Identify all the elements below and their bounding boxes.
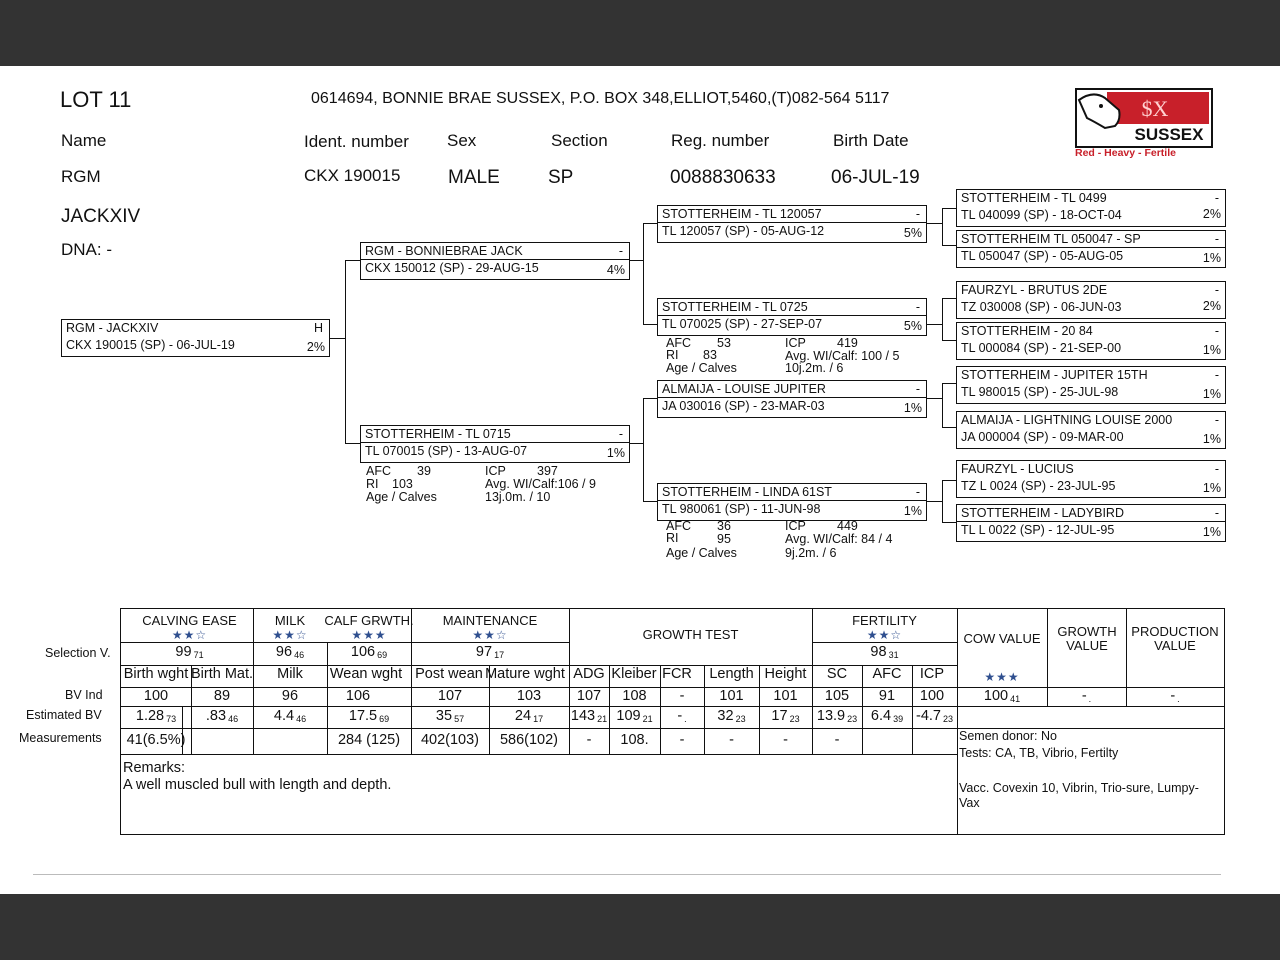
col-milk: Milk <box>277 666 303 682</box>
animal-birth: 06-JUL-19 <box>831 167 920 188</box>
connector <box>345 443 360 444</box>
meas-cell: 284 (125) <box>337 732 401 748</box>
animal-full-name: JACKXIV <box>61 206 141 227</box>
svg-text:$X: $X <box>1141 96 1169 121</box>
pedigree-sire-dam: STOTTERHEIM - TL 0725 - TL 070025 (SP) - 27-SEP-07 5% <box>657 298 927 336</box>
col-afc: AFC <box>872 666 902 682</box>
remarks-label: Remarks: <box>123 760 186 776</box>
est-bv-cell: 17.5 $_{69}$ <box>348 708 390 724</box>
est-bv-cell: 109 $_{21}$ <box>616 708 653 724</box>
pedigree-g3: STOTTERHEIM - LADYBIRD - TL L 0022 (SP) - 12-JUL-95 1% <box>956 504 1226 542</box>
pedigree-g3: FAURZYL - BRUTUS 2DE - TZ 030008 (SP) - 06-JUN-03 2% <box>956 281 1226 319</box>
bv-ind-cell: 89 <box>213 688 231 704</box>
row-label-selection: Selection V. <box>45 646 111 660</box>
col-wean-wght: Wean wght <box>329 666 403 682</box>
connector <box>629 443 643 444</box>
connector <box>629 260 643 261</box>
breeder-info: 0614694, BONNIE BRAE SUSSEX, P.O. BOX 348,ELLIOT,5460,(T)082-564 5117 <box>311 90 890 107</box>
col-adg: ADG <box>573 666 605 682</box>
connector <box>942 480 956 481</box>
pedigree-dam-dam: STOTTERHEIM - LINDA 61ST - TL 980061 (SP) - 11-JUN-98 1% <box>657 483 927 521</box>
est-bv-cell: 6.4 $_{39}$ <box>870 708 904 724</box>
col-kleiber: Kleiber <box>611 666 657 682</box>
group-growth-value: GROWTH VALUE <box>1057 624 1117 653</box>
bv-ind-cell: 101 <box>773 688 798 704</box>
meas-cell: - <box>679 732 685 748</box>
bv-ind-cell: 96 <box>281 688 299 704</box>
connector <box>643 398 657 399</box>
pedigree-g3: STOTTERHEIM - JUPITER 15TH - TL 980015 (SP) - 25-JUL-98 1% <box>956 366 1226 404</box>
selection-maint: 97 $_{17}$ <box>475 644 505 660</box>
production-value-cell: - $_.$ <box>1170 688 1180 704</box>
stars-icon: ★★☆ <box>866 628 903 642</box>
bottom-bar <box>0 894 1280 960</box>
group-production-value: PRODUCTION VALUE <box>1131 624 1219 653</box>
col-height: Height <box>764 666 807 682</box>
connector <box>942 383 956 384</box>
bv-ind-cell: 107 <box>437 688 463 704</box>
meas-cell: - <box>729 732 734 748</box>
connector <box>942 427 956 428</box>
pedigree-dam: STOTTERHEIM - TL 0715 - TL 070015 (SP) - 13-AUG-07 1% <box>360 425 630 463</box>
bv-ind-cell: 91 <box>878 688 896 704</box>
meas-cell: - <box>586 732 592 748</box>
pedigree-g3: STOTTERHEIM TL 050047 - SP - TL 050047 (SP) - 05-AUG-05 1% <box>956 230 1226 268</box>
est-bv-cell: .83 $_{46}$ <box>205 708 239 724</box>
top-bar <box>0 0 1280 66</box>
col-birth-wght: Birth wght <box>123 666 189 682</box>
connector <box>942 383 943 428</box>
meas-cell: 586(102) <box>499 732 559 748</box>
bv-ind-cell: 103 <box>516 688 542 704</box>
connector <box>925 398 942 399</box>
bv-ind-cell: 108 <box>622 688 647 704</box>
pedigree-g3: FAURZYL - LUCIUS - TZ L 0024 (SP) - 23-JUL-95 1% <box>956 460 1226 498</box>
pedigree-self: RGM - JACKXIV H CKX 190015 (SP) - 06-JUL-19 2% <box>61 319 330 357</box>
connector <box>643 223 657 224</box>
est-bv-cell: 32 $_{23}$ <box>717 708 746 724</box>
est-bv-cell: 143 $_{21}$ <box>570 708 608 724</box>
connector <box>942 298 956 299</box>
group-calving-ease: CALVING EASE <box>142 613 237 628</box>
col-mature-wght: Mature wght <box>485 666 565 682</box>
pedigree-sire-sire: STOTTERHEIM - TL 120057 - TL 120057 (SP) - 05-AUG-12 5% <box>657 205 927 243</box>
growth-value-cell: - $_.$ <box>1081 688 1092 704</box>
meas-cell: - <box>783 732 788 748</box>
cow-value-cell: 100 $_{41}$ <box>983 688 1021 704</box>
logo-tagline: Red - Heavy - Fertile <box>1075 147 1176 159</box>
animal-ident: CKX 190015 <box>304 166 401 185</box>
group-fertility: FERTILITY <box>852 613 917 628</box>
row-label-measurements: Measurements <box>19 731 102 745</box>
vaccinations: Vacc. Covexin 10, Vibrin, Trio-sure, Lumpy-Vax <box>959 781 1199 810</box>
animal-name: RGM <box>61 167 101 186</box>
col-fcr: FCR <box>662 666 692 682</box>
col-post-wean: Post wean <box>415 666 483 682</box>
est-bv-cell: - $_.$ <box>677 708 687 724</box>
est-bv-cell: 13.9 $_{23}$ <box>816 708 858 724</box>
bv-ind-cell: 101 <box>719 688 744 704</box>
connector <box>942 480 943 523</box>
label-ident: Ident. number <box>304 132 409 151</box>
divider <box>33 874 1221 875</box>
group-cow-value: COW VALUE <box>963 631 1041 646</box>
tests: Tests: CA, TB, Vibrio, Fertilty <box>959 746 1119 760</box>
pedigree-g3: ALMAIJA - LIGHTNING LOUISE 2000 - JA 000004 (SP) - 09-MAR-00 1% <box>956 411 1226 449</box>
animal-sex: MALE <box>448 167 500 188</box>
est-bv-cell: 35 $_{57}$ <box>435 708 465 724</box>
connector <box>925 324 942 325</box>
selection-fert: 98 $_{31}$ <box>870 644 899 660</box>
bv-ind-cell: 100 <box>919 688 945 704</box>
pedigree-g3: STOTTERHEIM - TL 0499 - TL 040099 (SP) - 18-OCT-04 2% <box>956 189 1226 227</box>
connector <box>942 245 956 246</box>
stars-icon: ★★☆ <box>171 628 208 642</box>
connector <box>643 223 644 325</box>
pedigree-dam-sire: ALMAIJA - LOUISE JUPITER - JA 030016 (SP) - 23-MAR-03 1% <box>657 380 927 418</box>
row-label-bv-ind: BV Ind <box>65 688 103 702</box>
connector <box>925 223 942 224</box>
bv-ind-cell: 105 <box>824 688 850 704</box>
connector <box>643 398 644 502</box>
bv-ind-cell: 107 <box>576 688 602 704</box>
stars-icon: ★★☆ <box>272 628 308 642</box>
group-milk: MILK <box>274 613 306 628</box>
sussex-logo <box>1075 88 1213 159</box>
connector <box>345 260 346 444</box>
connector <box>942 208 943 246</box>
est-bv-cell: 24 $_{17}$ <box>514 708 544 724</box>
est-bv-cell: 1.28 $_{73}$ <box>135 708 177 724</box>
bv-ind-cell: 106 <box>345 688 371 704</box>
connector <box>942 340 956 341</box>
col-length: Length <box>709 666 754 682</box>
semen-donor: Semen donor: No <box>959 729 1057 743</box>
label-birth: Birth Date <box>833 131 909 150</box>
connector <box>643 501 657 502</box>
dam-dam-stats: AFC 36 ICP 449 RI 95 Avg. WI/Calf: 84 / 4 Age / Calves 9j.2m. / 6 <box>666 519 893 560</box>
meas-cell: - <box>834 732 840 748</box>
values-table <box>120 608 1225 835</box>
col-birth-mat: Birth Mat. <box>191 666 254 682</box>
dam-stats: AFC 39 ICP 397 RI 103 Avg. WI/Calf:106 / 9 Age / Calves 13j.0m. / 10 <box>366 464 596 504</box>
label-reg: Reg. number <box>671 131 770 150</box>
meas-cell: 41(6.5%) <box>126 732 186 748</box>
pedigree-g3: STOTTERHEIM - 20 84 - TL 000084 (SP) - 21-SEP-00 1% <box>956 322 1226 360</box>
lot-number: LOT 11 <box>60 87 132 112</box>
est-bv-cell: -4.7 $_{23}$ <box>915 708 953 724</box>
col-icp: ICP <box>919 666 945 682</box>
group-calf-growth: CALF GRWTH. <box>324 613 414 628</box>
label-sex: Sex <box>447 131 477 150</box>
svg-text:SUSSEX: SUSSEX <box>1134 125 1204 144</box>
connector <box>329 338 345 339</box>
animal-reg: 0088830633 <box>670 167 776 188</box>
connector <box>942 298 943 341</box>
stars-icon: ★★★ <box>984 670 1020 684</box>
est-bv-cell: 17 $_{23}$ <box>771 708 800 724</box>
group-maintenance: MAINTENANCE <box>442 613 538 628</box>
est-bv-cell: 4.4 $_{46}$ <box>273 708 307 724</box>
stars-icon: ★★☆ <box>472 628 508 642</box>
connector <box>643 324 657 325</box>
sire-dam-stats: AFC 53 ICP 419 RI 83 Avg. WI/Calf: 100 / 5 Age / Calves 10j.2m. / 6 <box>666 336 900 375</box>
connector <box>942 522 956 523</box>
label-section: Section <box>551 131 608 150</box>
selection-milk: 96 $_{46}$ <box>275 644 305 660</box>
selection-calving: 99 $_{71}$ <box>175 644 204 660</box>
bv-ind-cell: 100 <box>143 688 169 704</box>
group-growth-test: GROWTH TEST <box>642 627 739 642</box>
remarks-text: A well muscled bull with length and depth. <box>123 777 392 793</box>
dna-status: DNA: - <box>61 240 112 259</box>
row-label-estimated-bv: Estimated BV <box>26 708 102 722</box>
bv-ind-cell: - <box>679 688 685 704</box>
connector <box>925 501 942 502</box>
pedigree-sire: RGM - BONNIEBRAE JACK - CKX 150012 (SP) - 29-AUG-15 4% <box>360 242 630 280</box>
meas-cell: 108. <box>620 732 649 748</box>
stars-icon: ★★★ <box>351 628 387 642</box>
col-sc: SC <box>826 666 848 682</box>
selection-growth: 106 $_{69}$ <box>350 644 388 660</box>
connector <box>345 260 360 261</box>
animal-section: SP <box>548 167 574 188</box>
label-name: Name <box>61 131 107 150</box>
connector <box>942 208 956 209</box>
meas-cell: 402(103) <box>420 732 480 748</box>
